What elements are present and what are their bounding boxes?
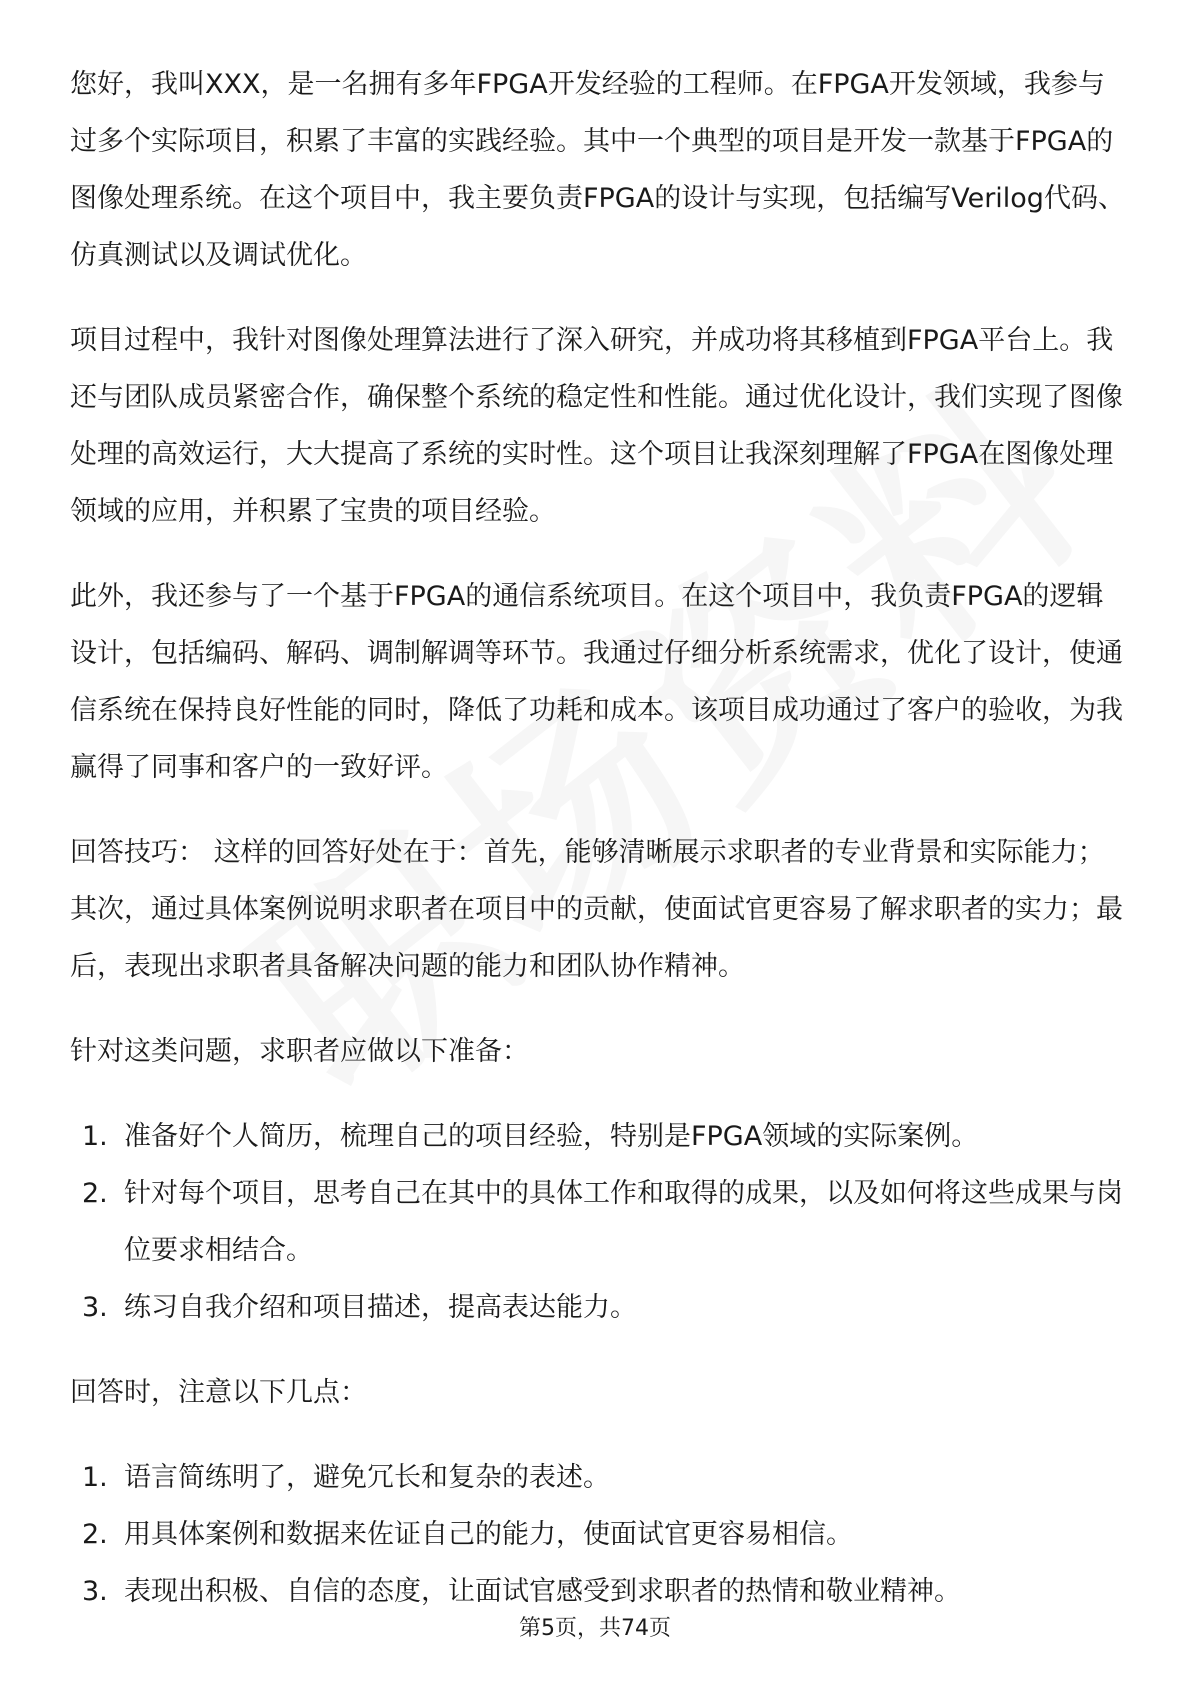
notes-heading: 回答时，注意以下几点： bbox=[70, 1377, 367, 1408]
list-number: 2. bbox=[82, 1519, 108, 1550]
list-item-text: 针对每个项目，思考自己在其中的具体工作和取得的成果，以及如何将这些成果与岗位要求相结合。 bbox=[124, 1178, 1123, 1266]
paragraph-intro: 您好，我叫XXX，是一名拥有多年FPGA开发经验的工程师。在FPGA开发领域，我参与过多个实际项目，积累了丰富的实践经验。其中一个典型的项目是开发一款基于FPGA的图像处理系统。在这个项目中，我主要负责FPGA的设计与实现，包括编写Verilog代码、仿真测试以及调试优化。 bbox=[70, 69, 1125, 271]
list-item-text: 用具体案例和数据来佐证自己的能力，使面试官更容易相信。 bbox=[124, 1519, 853, 1550]
list-item bbox=[70, 1449, 1130, 1506]
list-item bbox=[70, 1279, 1130, 1336]
list-number: 1. bbox=[82, 1462, 108, 1493]
paragraph-image-project: 项目过程中，我针对图像处理算法进行了深入研究，并成功将其移植到FPGA平台上。我还与团队成员紧密合作，确保整个系统的稳定性和性能。通过优化设计，我们实现了图像处理的高效运行，大大提高了系统的实时性。这个项目让我深刻理解了FPGA在图像处理领域的应用，并积累了宝贵的项目经验。 bbox=[70, 325, 1123, 527]
list-item bbox=[70, 1165, 1130, 1279]
prep-list bbox=[70, 1108, 1130, 1336]
list-number: 2. bbox=[82, 1178, 108, 1209]
list-item-text: 准备好个人简历，梳理自己的项目经验，特别是FPGA领域的实际案例。 bbox=[124, 1121, 979, 1152]
notes-list bbox=[70, 1449, 1130, 1620]
paragraph-answer-tips: 回答技巧： 这样的回答好处在于：首先，能够清晰展示求职者的专业背景和实际能力；其次，通过具体案例说明求职者在项目中的贡献，使面试官更容易了解求职者的实力；最后，表现出求职者具备解决问题的能力和团队协作精神。 bbox=[70, 837, 1123, 982]
list-number: 1. bbox=[82, 1121, 108, 1152]
page-footer bbox=[0, 1614, 1190, 1644]
paragraph-communication-project: 此外，我还参与了一个基于FPGA的通信系统项目。在这个项目中，我负责FPGA的逻辑设计，包括编码、解码、调制解调等环节。我通过仔细分析系统需求，优化了设计，使通信系统在保持良好性能的同时，降低了功耗和成本。该项目成功通过了客户的验收，为我赢得了同事和客户的一致好评。 bbox=[70, 581, 1123, 783]
list-number: 3. bbox=[82, 1576, 108, 1607]
page-number: 第5页，共74页 bbox=[519, 1616, 671, 1641]
list-item bbox=[70, 1108, 1130, 1165]
list-item-text: 练习自我介绍和项目描述，提高表达能力。 bbox=[124, 1292, 637, 1323]
list-item bbox=[70, 1563, 1130, 1620]
list-item-text: 语言简练明了，避免冗长和复杂的表述。 bbox=[124, 1462, 610, 1493]
prep-heading: 针对这类问题，求职者应做以下准备： bbox=[70, 1036, 529, 1067]
list-item bbox=[70, 1506, 1130, 1563]
document-body bbox=[70, 56, 1130, 1648]
list-item-text: 表现出积极、自信的态度，让面试官感受到求职者的热情和敬业精神。 bbox=[124, 1576, 961, 1607]
list-number: 3. bbox=[82, 1292, 108, 1323]
